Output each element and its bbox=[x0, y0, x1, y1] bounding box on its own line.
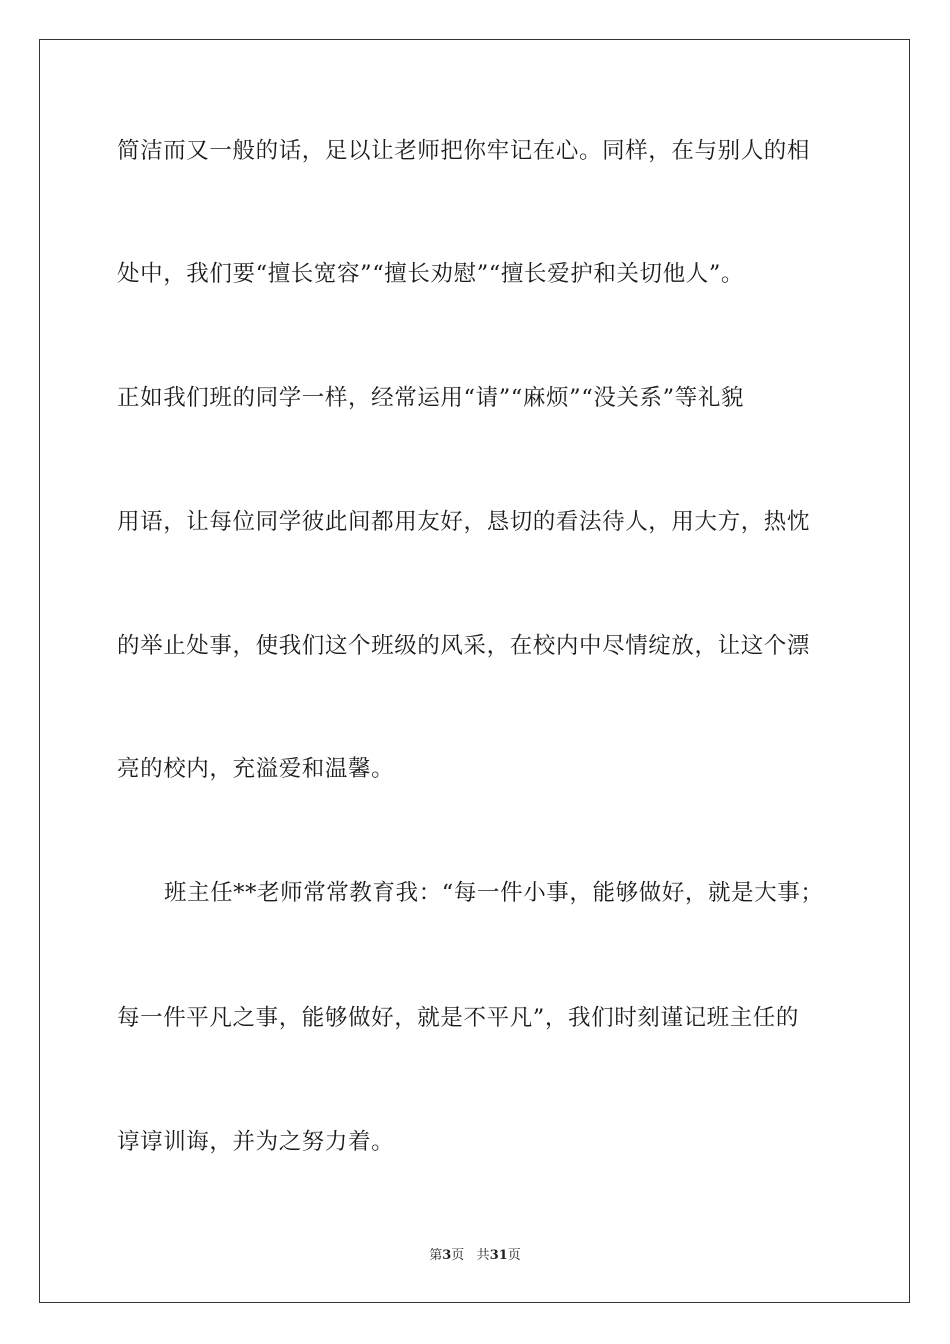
footer-page-number: 3 bbox=[442, 1248, 452, 1263]
footer-page-suffix: 页 bbox=[451, 1248, 465, 1263]
text-line-6: 亮的校内，充溢爱和温馨。 bbox=[117, 756, 395, 782]
text-line-1: 简洁而又一般的话，足以让老师把你牢记在心。同样，在与别人的相 bbox=[117, 138, 811, 164]
text-line-3: 正如我们班的同学一样，经常运用“请”“麻烦”“没关系”等礼貌 bbox=[117, 385, 745, 411]
footer-total-prefix: 共 bbox=[476, 1248, 490, 1263]
page-border bbox=[39, 39, 910, 1303]
text-line-5: 的举止处事，使我们这个班级的风采，在校内中尽情绽放，让这个漂 bbox=[117, 633, 811, 659]
footer-total-suffix: 页 bbox=[507, 1248, 521, 1263]
text-line-8: 每一件平凡之事，能够做好，就是不平凡”，我们时刻谨记班主任的 bbox=[117, 1005, 800, 1031]
page-footer bbox=[0, 1247, 950, 1265]
text-line-7-paragraph-start: 班主任**老师常常教育我：“每一件小事，能够做好，就是大事； bbox=[164, 880, 824, 906]
footer-total-pages: 31 bbox=[489, 1248, 508, 1263]
text-line-4: 用语，让每位同学彼此间都用友好，恳切的看法待人，用大方，热忱 bbox=[117, 509, 811, 535]
text-line-9: 谆谆训诲，并为之努力着。 bbox=[117, 1129, 395, 1155]
text-line-2: 处中，我们要“擅长宽容”“擅长劝慰”“擅长爱护和关切他人”。 bbox=[117, 261, 745, 287]
footer-page-prefix: 第 bbox=[429, 1248, 443, 1263]
